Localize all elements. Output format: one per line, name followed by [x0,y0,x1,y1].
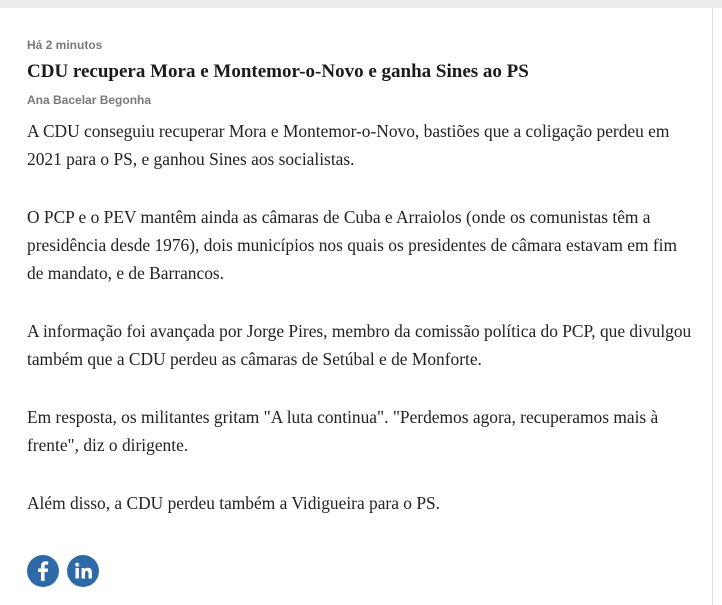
top-separator [0,0,722,8]
paragraph: O PCP e o PEV mantêm ainda as câmaras de Cuba e Arraiolos (onde os comunistas têm a presidência desde 1976), dois municípios nos quais os presidentes de câmara estavam em fim de mandato, e de Barrancos. [27,207,678,283]
paragraph: A informação foi avançada por Jorge Pires, membro da comissão política do PCP, que divulgou também que a CDU perdeu as câmaras de Setúbal e de Monforte. [27,321,692,369]
linkedin-icon [67,555,99,587]
author-name: Ana Bacelar Begonha [27,93,152,107]
article-body [27,117,697,547]
article-title: CDU recupera Mora e Montemor-o-Novo e ganha Sines ao PS [27,61,529,82]
paragraph: Em resposta, os militantes gritam "A luta continua". "Perdemos agora, recuperamos mais à frente", diz o dirigente. [27,407,659,455]
share-buttons [27,555,99,587]
live-update-card [0,8,713,605]
linkedin-share-button[interactable] [67,555,99,587]
facebook-share-button[interactable] [27,555,59,587]
paragraph: A CDU conseguiu recuperar Mora e Montemor-o-Novo, bastiões que a coligação perdeu em 2021 para o PS, e ganhou Sines aos socialistas. [27,121,670,169]
timestamp: Há 2 minutos [27,38,103,52]
paragraph: Além disso, a CDU perdeu também a Vidigueira para o PS. [27,493,441,513]
facebook-icon [27,555,59,587]
